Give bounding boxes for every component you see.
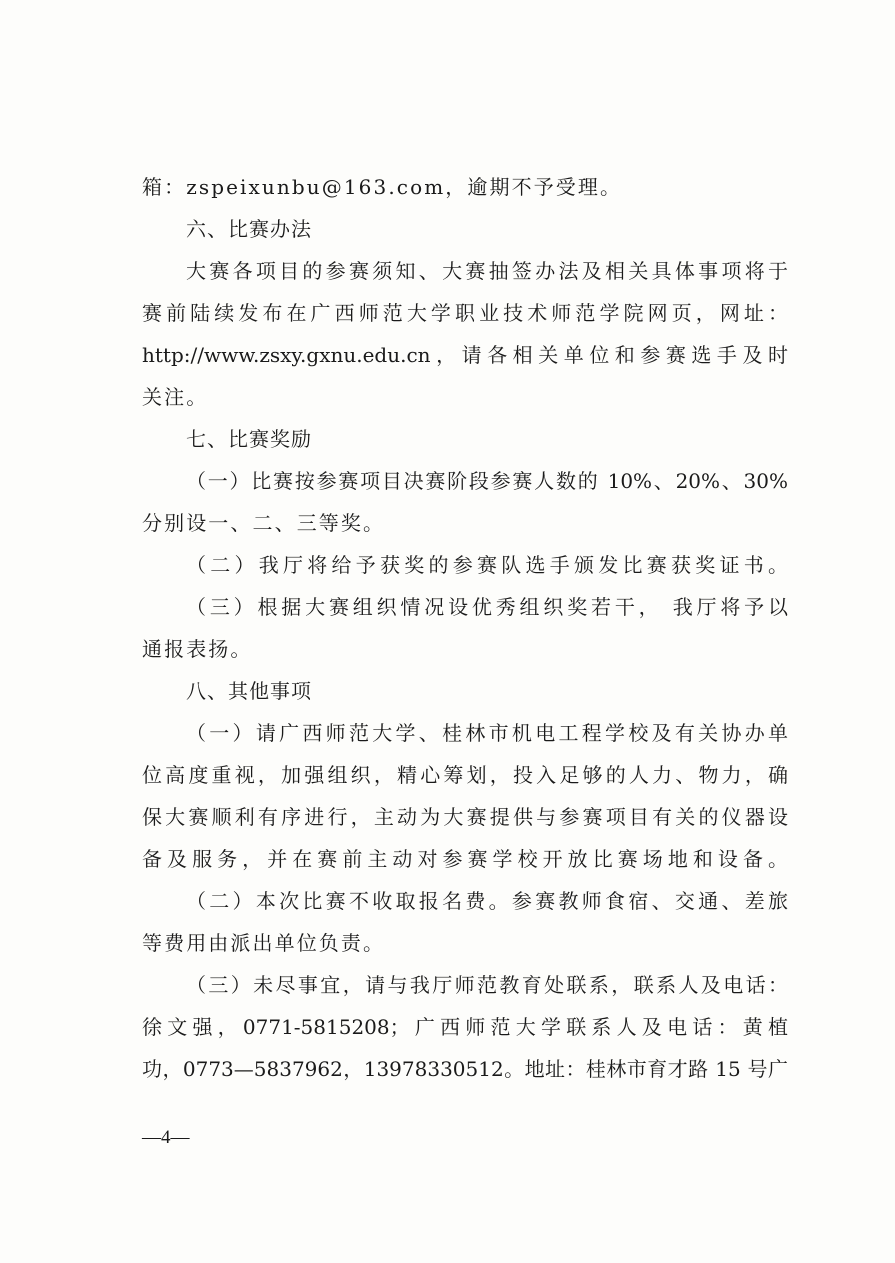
- text-line: （三）未尽事宜，请与我厅师范教育处联系，联系人及电话：: [186, 973, 788, 997]
- text-line: 分别设一、二、三等奖。: [142, 511, 386, 535]
- text-line-email-deadline: 箱：zspeixunbu@163.com，逾期不予受理。: [142, 175, 623, 199]
- text-line: （三）根据大赛组织情况设优秀组织奖若干， 我厅将予以: [186, 595, 788, 619]
- section-heading-other-matters: 八、其他事项: [186, 679, 312, 703]
- text-line: 等费用由派出单位负责。: [142, 931, 386, 955]
- section-heading-competition-method: 六、比赛办法: [186, 217, 312, 241]
- text-line: （一）请广西师范大学、桂林市机电工程学校及有关协办单: [186, 721, 788, 745]
- document-body: [142, 166, 788, 1090]
- text-line-contact-address: 功，0773—5837962，13978330512。地址：桂林市育才路 15 号广: [142, 1057, 788, 1081]
- text-line: 通报表扬。: [142, 637, 253, 661]
- section-heading-awards: 七、比赛奖励: [186, 427, 312, 451]
- text-line: 保大赛顺利有序进行，主动为大赛提供与参赛项目有关的仪器设: [142, 805, 788, 829]
- text-line: 位高度重视，加强组织，精心筹划，投入足够的人力、物力，确: [142, 763, 788, 787]
- text-line-contact-phone: 徐文强，0771-5815208；广西师范大学联系人及电话：黄植: [142, 1015, 788, 1039]
- text-line-award-percentages: （一）比赛按参赛项目决赛阶段参赛人数的 10%、20%、30%: [186, 469, 788, 493]
- text-line: 赛前陆续发布在广西师范大学职业技术师范学院网页，网址：: [142, 301, 788, 325]
- text-line: 大赛各项目的参赛须知、大赛抽签办法及相关具体事项将于: [186, 259, 788, 283]
- text-line: （二）本次比赛不收取报名费。参赛教师食宿、交通、差旅: [186, 889, 788, 913]
- text-line: （二）我厅将给予获奖的参赛队选手颁发比赛获奖证书。: [186, 553, 788, 577]
- text-line-website-url: http://www.zsxy.gxnu.edu.cn，请各相关单位和参赛选手及时: [142, 343, 788, 367]
- text-line: 备及服务，并在赛前主动对参赛学校开放比赛场地和设备。: [142, 847, 788, 871]
- text-line: 关注。: [142, 385, 209, 409]
- page-number: —4—: [142, 1127, 190, 1148]
